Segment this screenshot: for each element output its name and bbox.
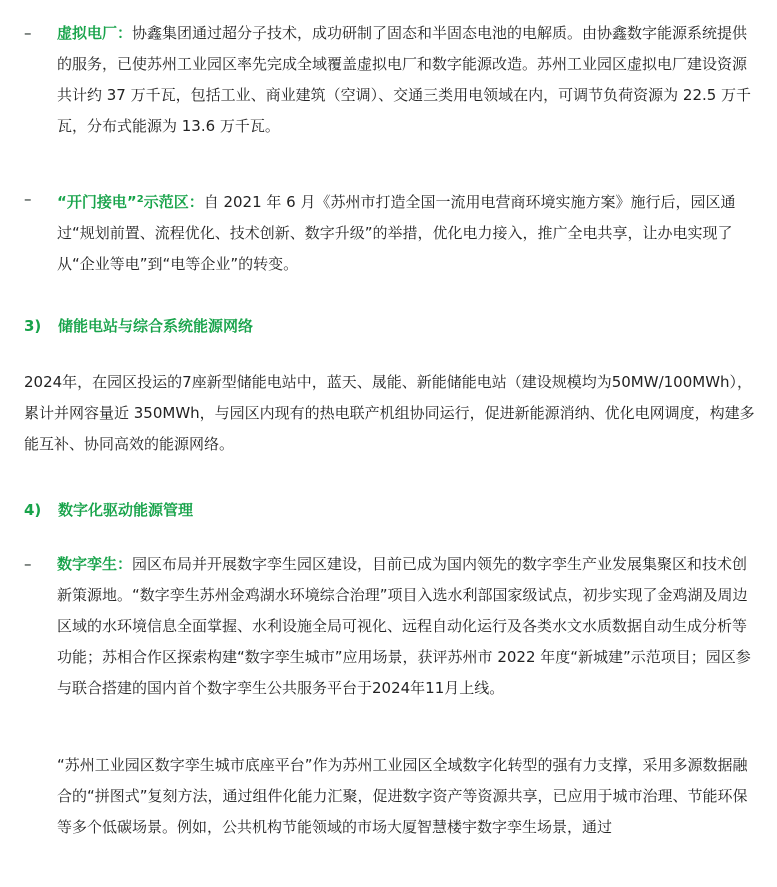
- bullet-open-door-power: [57, 184, 757, 280]
- section-3-paragraph: 2024年，在园区投运的7座新型储能电站中，蓝天、晟能、新能储能电站（建设规模均为50MW/100MWh），累计并网容量近 350MWh，与园区内现有的热电联产机组协同运行，促进新能源消纳、优化电网调度，构建多能互补、协同高效的能源网络。: [24, 373, 755, 453]
- bullet-text: 协鑫集团通过超分子技术，成功研制了固态和半固态电池的电解质。由协鑫数字能源系统提供的服务，已使苏州工业园区率先完成全域覆盖虚拟电厂和数字能源改造。苏州工业园区虚拟电厂建设资源共计约 37 万千瓦，包括工业、商业建筑（空调）、交通三类用电领域在内，可调节负荷资源为 22.5 万千瓦，分布式能源为 13.6 万千瓦。: [57, 24, 752, 135]
- bullet-text: 园区布局并开展数字孪生园区建设，目前已成为国内领先的数字孪生产业发展集聚区和技术创新策源地。“数字孪生苏州金鸡湖水环境综合治理”项目入选水利部国家级试点，初步实现了金鸡湖及周边区域的水环境信息全面掌握、水利设施全局可视化、远程自动化运行及各类水文水质数据自动生成分析等功能；苏相合作区探索构建“数字孪生城市”应用场景，获评苏州市 2022 年度“新城建”示范项目；园区参与联合搭建的国内首个数字孪生公共服务平台于2024年11月上线。: [57, 555, 751, 697]
- bullet-dash: –: [24, 555, 32, 573]
- bullet-title: 数字孪生：: [57, 555, 133, 573]
- bullet-dash: –: [24, 24, 32, 42]
- bullet-title: 虚拟电厂：: [57, 24, 133, 42]
- section-heading-4: [24, 495, 193, 526]
- closing-paragraph: “苏州工业园区数字孪生城市底座平台”作为苏州工业园区全域数字化转型的强有力支撑，采用多源数据融合的“拼图式”复刻方法，通过组件化能力汇聚，促进数字资产等资源共享，已应用于城市治理、节能环保等多个低碳场景。例如，公共机构节能领域的市场大厦智慧楼宇数字孪生场景，通过: [57, 756, 748, 836]
- section-heading-3: [24, 311, 253, 342]
- footnote-marker: 2: [136, 194, 144, 205]
- bullet-title-tail: 示范区：: [143, 193, 204, 211]
- section-title: 储能电站与综合系统能源网络: [58, 317, 254, 335]
- section-title: 数字化驱动能源管理: [58, 501, 194, 519]
- section-number: 4): [24, 501, 42, 519]
- bullet-text: 自 2021 年 6 月《苏州市打造全国一流用电营商环境实施方案》施行后，园区通过“规划前置、流程优化、技术创新、数字升级”的举措，优化电力接入，推广全电共享，让办电实现了从“企业等电”到“电等企业”的转变。: [57, 193, 736, 273]
- bullet-title: [57, 193, 204, 211]
- bullet-title-main: “开门接电”: [57, 193, 137, 211]
- section-number: 3): [24, 317, 42, 335]
- bullet-dash: –: [24, 190, 32, 208]
- bullet-digital-twin: [57, 549, 757, 704]
- bullet-virtual-power-plant: [57, 18, 757, 142]
